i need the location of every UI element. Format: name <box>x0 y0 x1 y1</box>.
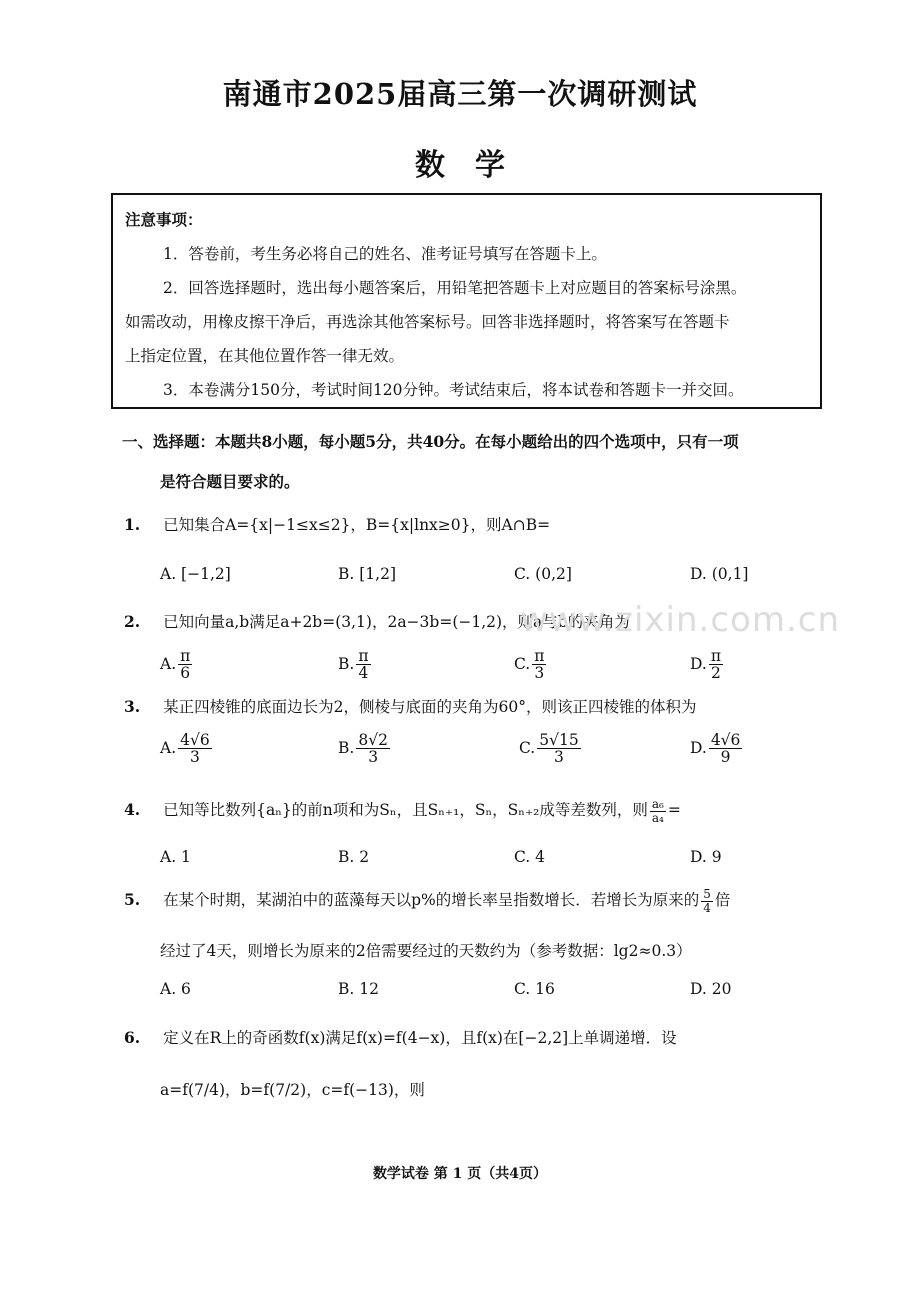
section-heading-cont: 是符合题目要求的。 <box>160 472 300 491</box>
notice-item-2-cont2: 上指定位置，在其他位置作答一律无效。 <box>125 347 405 365</box>
question-6 <box>124 1026 677 1048</box>
notice-item-2: 2．回答选择题时，选出每小题答案后，用铅笔把答题卡上对应题目的答案标号涂黑。 <box>163 279 747 297</box>
question-5: 5. 在某个时期，某湖泊中的蓝藻每天以p%的增长率呈指数增长．若增长为原来的 $\frac{5}{4}$ 倍 <box>124 887 731 915</box>
q2-option-b: B. $\frac{\pi}{4}$ <box>338 647 369 683</box>
question-number: 1. <box>124 515 141 534</box>
notice-item-2-cont: 如需改动，用橡皮擦干净后，再选涂其他答案标号。回答非选择题时，将答案写在答题卡 <box>125 313 730 331</box>
question-6-cont: a=f(7/4)，b=f(7/2)，c=f(−13)，则 <box>160 1081 425 1099</box>
q4-option-d: D. 9 <box>690 848 722 866</box>
question-number: 3. <box>124 697 141 716</box>
subject-title: 数学 <box>415 148 535 183</box>
question-stem: 某正四棱锥的底面边长为2，侧棱与底面的夹角为60°，则该正四棱锥的体积为 <box>163 698 697 716</box>
page-footer: 数学试卷 第 1 页（共4页） <box>372 1166 548 1182</box>
question-stem: 在某个时期，某湖泊中的蓝藻每天以p%的增长率呈指数增长．若增长为原来的 <box>163 891 700 910</box>
q5-option-d: D. 20 <box>690 980 732 998</box>
notice-item-1: 1．答卷前，考生务必将自己的姓名、准考证号填写在答题卡上。 <box>163 245 607 263</box>
q5-option-b: B. 12 <box>338 980 379 998</box>
notice-item-3: 3．本卷满分150分，考试时间120分钟。考试结束后，将本试卷和答题卡一并交回。 <box>163 381 744 399</box>
question-stem: 已知向量a,b满足a+2b=(3,1)，2a−3b=(−1,2)，则a与b的夹角为 <box>163 613 630 631</box>
question-number: 5. <box>124 890 141 910</box>
question-3 <box>124 695 696 717</box>
question-5-cont: 经过了4天，则增长为原来的2倍需要经过的天数约为（参考数据：lg2≈0.3） <box>160 942 692 960</box>
q4-option-b: B. 2 <box>338 848 370 866</box>
q3-option-a: A. $\frac{4√6}{3}$ <box>160 731 210 767</box>
q4-option-c: C. 4 <box>514 848 546 866</box>
q2-option-d: D. $\frac{\pi}{2}$ <box>690 647 721 683</box>
exam-title: 南通市2025届高三第一次调研测试 <box>222 77 698 111</box>
q1-option-a: A. [−1,2] <box>160 565 231 583</box>
q2-option-c: C. $\frac{\pi}{3}$ <box>514 647 545 683</box>
q3-option-b: B. $\frac{8√2}{3}$ <box>338 731 388 767</box>
notice-heading: 注意事项： <box>125 210 203 229</box>
question-stem: 已知集合A={x|−1≤x≤2}，B={x|lnx≥0}，则A∩B= <box>163 516 551 534</box>
q1-option-d: D. (0,1] <box>690 565 749 583</box>
question-number: 2. <box>124 612 141 631</box>
question-4: 4. 已知等比数列{aₙ}的前n项和为Sₙ，且Sₙ₊₁，Sₙ，Sₙ₊₂成等差数列，则 $\frac{\text{a₆}}{\text{a₄}}$ = <box>124 797 681 825</box>
question-stem: 已知等比数列{aₙ}的前n项和为Sₙ，且Sₙ₊₁，Sₙ，Sₙ₊₂成等差数列，则 <box>163 801 648 820</box>
q5-option-a: A. 6 <box>160 980 191 998</box>
question-number: 6. <box>124 1028 141 1047</box>
question-1 <box>124 513 550 535</box>
q1-option-b: B. [1,2] <box>338 565 396 583</box>
notice-box <box>111 193 822 409</box>
question-number: 4. <box>124 800 141 820</box>
q4-option-a: A. 1 <box>160 848 191 866</box>
watermark: www.zixin.com.cn <box>520 600 840 640</box>
q5-option-c: C. 16 <box>514 980 555 998</box>
q3-option-c: C. $\frac{5√15}{3}$ <box>519 731 579 767</box>
section-heading: 一、选择题：本题共8小题，每小题5分，共40分。在每小题给出的四个选项中，只有一项 <box>122 432 739 451</box>
question-stem: 定义在R上的奇函数f(x)满足f(x)=f(4−x)，且f(x)在[−2,2]上单调递增．设 <box>163 1029 677 1047</box>
q1-option-c: C. (0,2] <box>514 565 572 583</box>
q3-option-d: D. $\frac{4√6}{9}$ <box>690 731 741 767</box>
q2-option-a: A. $\frac{\pi}{6}$ <box>160 647 191 683</box>
